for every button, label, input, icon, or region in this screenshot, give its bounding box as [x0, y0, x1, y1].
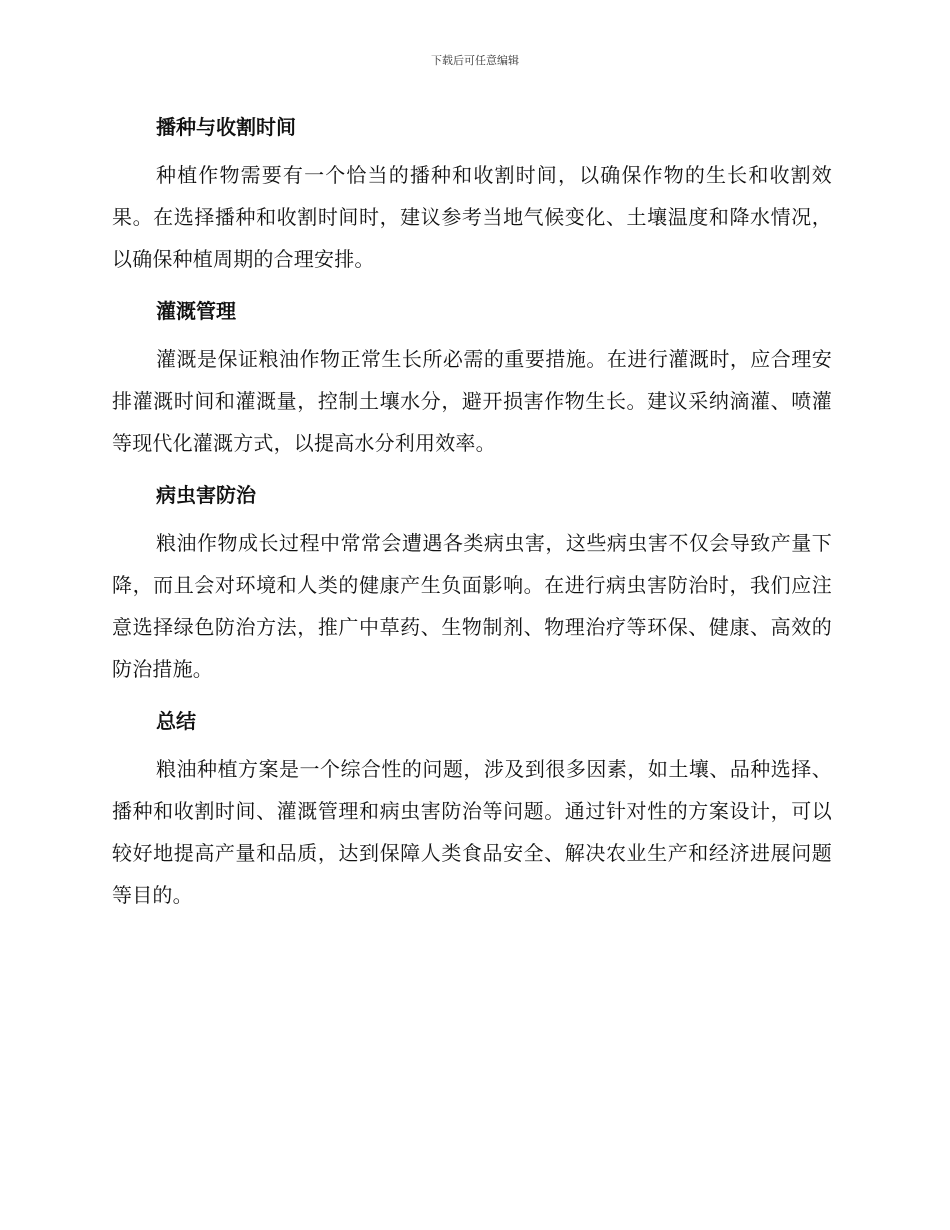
section-heading: 播种与收割时间: [156, 115, 296, 139]
section-paragraph: 灌溉是保证粮油作物正常生长所必需的重要措施。在进行灌溉时，应合理安排灌溉时间和灌溉量，控制土壤水分，避开损害作物生长。建议采纳滴灌、喷灌等现代化灌溉方式，以提高水分利用效率。: [112, 347, 832, 455]
section-irrigation: [112, 292, 832, 464]
section-heading: 总结: [156, 709, 196, 733]
section-summary: [112, 702, 832, 916]
section-paragraph: 粮油作物成长过程中常常会遭遇各类病虫害，这些病虫害不仅会导致产量下降，而且会对环境和人类的健康产生负面影响。在进行病虫害防治时，我们应注意选择绿色防治方法，推广中草药、生物制剂、物理治疗等环保、健康、高效的防治措施。: [112, 531, 832, 681]
section-paragraph: 粮油种植方案是一个综合性的问题，涉及到很多因素，如土壤、品种选择、播种和收割时间、灌溉管理和病虫害防治等问题。通过针对性的方案设计，可以较好地提高产量和品质，达到保障人类食品安全、解决农业生产和经济进展问题等目的。: [112, 757, 832, 907]
section-heading: 灌溉管理: [156, 299, 236, 323]
section-paragraph: 种植作物需要有一个恰当的播种和收割时间，以确保作物的生长和收割效果。在选择播种和收割时间时，建议参考当地气候变化、土壤温度和降水情况，以确保种植周期的合理安排。: [112, 163, 832, 271]
document-content: [112, 108, 832, 928]
section-pest-control: [112, 476, 832, 690]
section-sowing-harvest: [112, 108, 832, 280]
section-heading: 病虫害防治: [156, 483, 256, 507]
page-header: 下载后可任意编辑: [431, 54, 519, 67]
